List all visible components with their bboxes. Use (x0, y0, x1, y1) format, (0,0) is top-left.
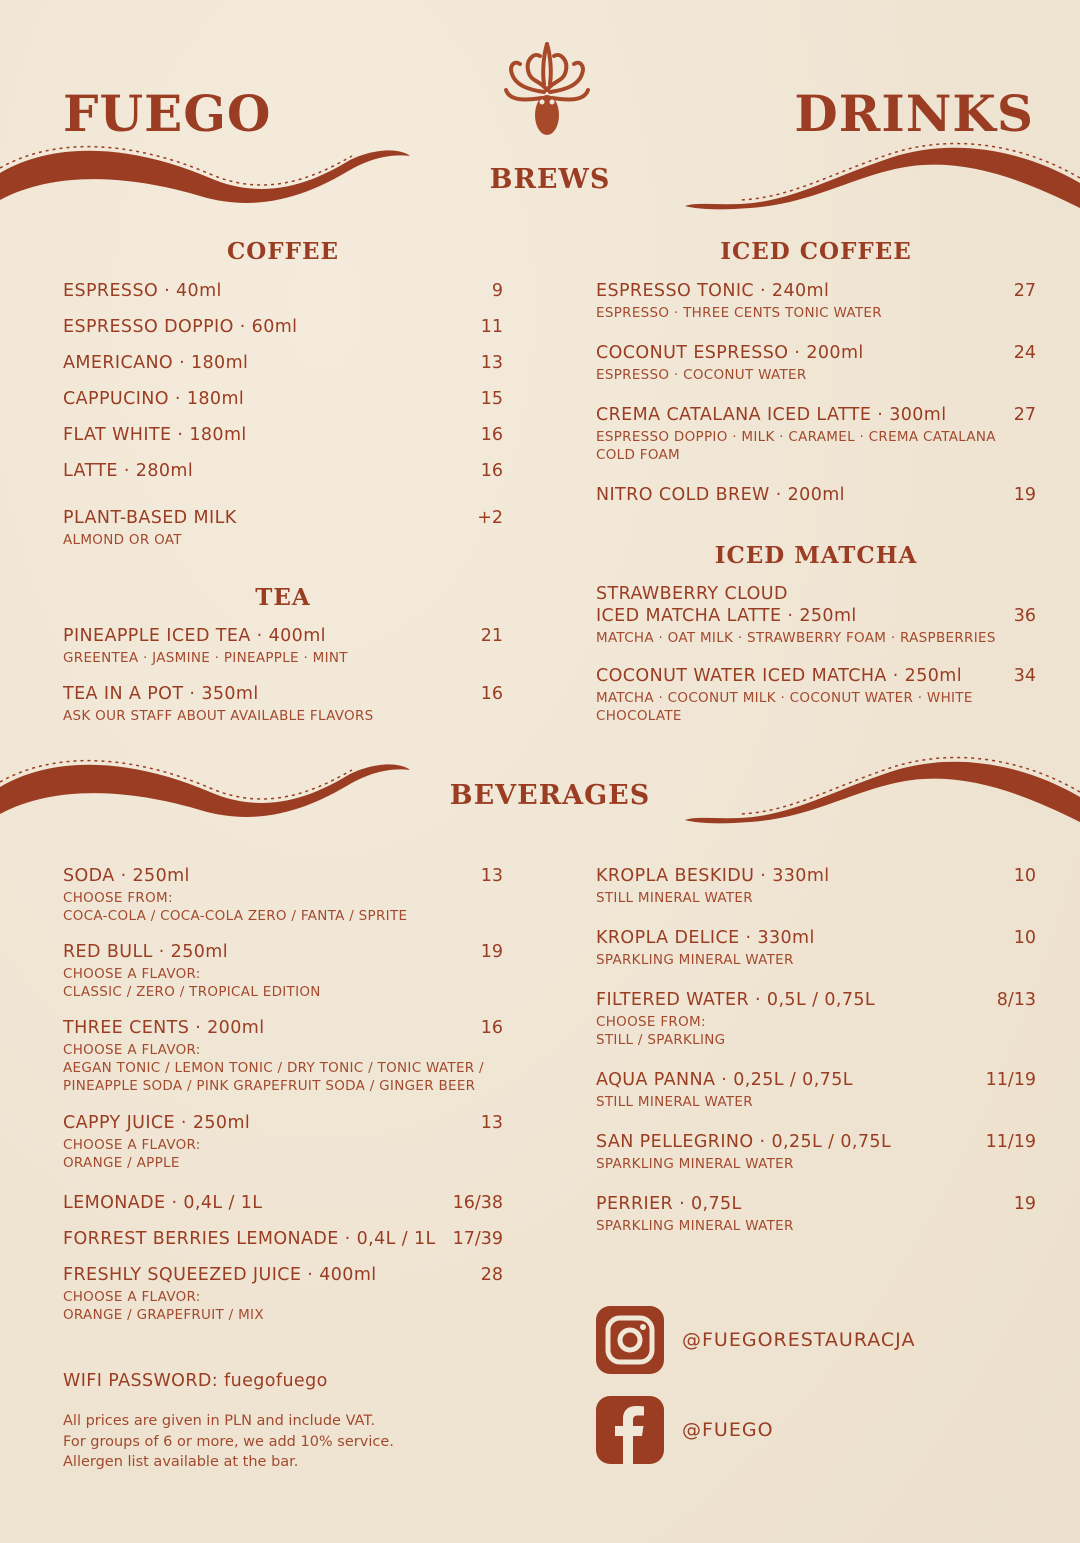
category-title-coffee: COFFEE (226, 238, 340, 265)
item-description: CHOOSE FROM: (63, 890, 173, 906)
item-description: ESPRESSO DOPPIO · MILK · CARAMEL · CREMA CATALANA (596, 429, 996, 445)
item-name: STRAWBERRY CLOUD (596, 584, 788, 604)
coffee-list (63, 280, 503, 549)
item-price: 16 (480, 461, 503, 481)
menu-item (63, 865, 503, 941)
item-name: KROPLA BESKIDU · 330ml (596, 866, 830, 886)
item-description-line2: ORANGE / APPLE (63, 1155, 180, 1171)
item-price: 16 (480, 425, 503, 445)
menu-item (63, 1192, 503, 1228)
menu-item (63, 507, 503, 549)
item-description: STILL MINERAL WATER (596, 1094, 753, 1110)
item-description: CHOOSE FROM: (596, 1014, 706, 1030)
item-name-line2: ICED MATCHA LATTE · 250ml (596, 606, 857, 626)
menu-item (63, 1228, 503, 1264)
menu-item (63, 388, 503, 424)
category-title-tea: TEA (255, 584, 311, 611)
item-description: SPARKLING MINERAL WATER (596, 1156, 794, 1172)
item-name: LEMONADE · 0,4L / 1L (63, 1193, 263, 1213)
item-description: CHOOSE A FLAVOR: (63, 966, 201, 982)
item-price: 27 (1013, 281, 1036, 301)
tentacle-decoration-top-left (0, 138, 420, 218)
item-price: 16 (480, 684, 503, 704)
item-description: CHOOSE A FLAVOR: (63, 1289, 201, 1305)
item-description: ASK OUR STAFF ABOUT AVAILABLE FLAVORS (63, 708, 374, 724)
item-name: LATTE · 280ml (63, 461, 194, 481)
item-description: MATCHA · OAT MILK · STRAWBERRY FOAM · RASPBERRIES (596, 630, 996, 646)
item-description-line3: PINEAPPLE SODA / PINK GRAPEFRUIT SODA / GINGER BEER (63, 1078, 476, 1094)
section-title-beverages: BEVERAGES (449, 780, 651, 811)
facebook-link[interactable] (596, 1396, 774, 1464)
menu-item (596, 484, 1036, 506)
menu-item (596, 1193, 1036, 1235)
item-price: 34 (1013, 666, 1036, 686)
section-title-brews: BREWS (489, 164, 611, 195)
item-price: 11 (480, 317, 503, 337)
menu-item (63, 424, 503, 460)
beverages-right-list (596, 865, 1036, 1235)
item-name: PERRIER · 0,75L (596, 1194, 742, 1214)
wifi-password: WIFI PASSWORD: fuegofuego (63, 1371, 328, 1391)
item-price: 36 (1013, 606, 1036, 626)
item-price: 24 (1013, 343, 1036, 363)
menu-item (596, 342, 1036, 404)
item-description: GREENTEA · JASMINE · PINEAPPLE · MINT (63, 650, 348, 666)
instagram-link[interactable] (596, 1306, 915, 1374)
iced-coffee-list (596, 280, 1036, 506)
menu-item (63, 1017, 503, 1112)
menu-item (596, 927, 1036, 989)
instagram-handle[interactable]: @FUEGORESTAURACJA (682, 1329, 916, 1351)
item-description: CHOOSE A FLAVOR: (63, 1042, 201, 1058)
footer-notes (63, 1411, 394, 1473)
item-name: ESPRESSO TONIC · 240ml (596, 281, 830, 301)
item-price: 9 (491, 281, 503, 301)
item-name: FRESHLY SQUEEZED JUICE · 400ml (63, 1265, 377, 1285)
facebook-icon (596, 1396, 664, 1464)
category-title-iced-matcha: ICED MATCHA (714, 542, 918, 569)
item-name: PINEAPPLE ICED TEA · 400ml (63, 626, 326, 646)
item-name: ESPRESSO · 40ml (63, 281, 222, 301)
tentacle-decoration-mid-right (680, 752, 1080, 832)
item-description: MATCHA · COCONUT MILK · COCONUT WATER · WHITE (596, 690, 973, 706)
note-allergens: Allergen list available at the bar. (63, 1454, 299, 1470)
item-price: 10 (1013, 866, 1036, 886)
octopus-logo-icon (500, 40, 594, 140)
item-description-line2: CLASSIC / ZERO / TROPICAL EDITION (63, 984, 321, 1000)
item-price: 13 (480, 866, 503, 886)
item-price: +2 (477, 508, 503, 528)
item-description: STILL MINERAL WATER (596, 890, 753, 906)
item-description-line2: AEGAN TONIC / LEMON TONIC / DRY TONIC / TONIC WATER / (63, 1060, 484, 1076)
item-name: COCONUT WATER ICED MATCHA · 250ml (596, 666, 962, 686)
menu-item (596, 1131, 1036, 1193)
menu-item (63, 316, 503, 352)
item-description: ESPRESSO · THREE CENTS TONIC WATER (596, 305, 882, 321)
item-name: CREMA CATALANA ICED LATTE · 300ml (596, 405, 947, 425)
menu-item (596, 989, 1036, 1069)
item-price: 17/39 (452, 1229, 503, 1249)
item-price: 15 (480, 389, 503, 409)
menu-item (63, 352, 503, 388)
item-price: 19 (1013, 485, 1036, 505)
item-price: 8/13 (996, 990, 1036, 1010)
menu-item (63, 941, 503, 1017)
menu-item (596, 583, 1036, 665)
page-title-left: FUEGO (63, 84, 272, 143)
item-name: RED BULL · 250ml (63, 942, 228, 962)
item-description: SPARKLING MINERAL WATER (596, 1218, 794, 1234)
item-price: 27 (1013, 405, 1036, 425)
menu-item (63, 460, 503, 507)
item-description-line2: COCA-COLA / COCA-COLA ZERO / FANTA / SPRITE (63, 908, 408, 924)
note-service: For groups of 6 or more, we add 10% service. (63, 1433, 394, 1450)
item-description-line2: STILL / SPARKLING (596, 1032, 726, 1048)
item-name: CAPPUCINO · 180ml (63, 389, 245, 409)
menu-item (596, 280, 1036, 342)
menu-item (63, 683, 503, 725)
item-name: ESPRESSO DOPPIO · 60ml (63, 317, 298, 337)
menu-item (596, 665, 1036, 725)
item-description-line2: CHOCOLATE (596, 708, 682, 724)
menu-item (63, 625, 503, 683)
iced-matcha-list (596, 583, 1036, 725)
item-price: 11/19 (985, 1070, 1036, 1090)
item-name: TEA IN A POT · 350ml (63, 684, 259, 704)
menu-item (63, 1264, 503, 1324)
item-price: 16/38 (452, 1193, 503, 1213)
item-price: 13 (480, 353, 503, 373)
category-title-iced-coffee: ICED COFFEE (720, 238, 912, 265)
item-price: 11/19 (985, 1132, 1036, 1152)
item-price: 19 (1013, 1194, 1036, 1214)
beverages-left-list (63, 865, 503, 1324)
menu-item (596, 1069, 1036, 1131)
instagram-icon (596, 1306, 664, 1374)
item-name: KROPLA DELICE · 330ml (596, 928, 815, 948)
item-price: 19 (480, 942, 503, 962)
item-name: FORREST BERRIES LEMONADE · 0,4L / 1L (63, 1229, 436, 1249)
item-description: CHOOSE A FLAVOR: (63, 1137, 201, 1153)
item-name: AMERICANO · 180ml (63, 353, 249, 373)
item-name: FLAT WHITE · 180ml (63, 425, 247, 445)
item-name: CAPPY JUICE · 250ml (63, 1113, 251, 1133)
item-name: SODA · 250ml (63, 866, 190, 886)
item-name: PLANT-BASED MILK (63, 508, 237, 528)
tea-list (63, 625, 503, 725)
item-name: COCONUT ESPRESSO · 200ml (596, 343, 864, 363)
item-name: SAN PELLEGRINO · 0,25L / 0,75L (596, 1132, 892, 1152)
item-price: 28 (480, 1265, 503, 1285)
item-price: 21 (480, 626, 503, 646)
item-description-line2: ORANGE / GRAPEFRUIT / MIX (63, 1307, 264, 1323)
tentacle-decoration-top-right (680, 138, 1080, 218)
item-price: 16 (480, 1018, 503, 1038)
page-title-right: DRINKS (794, 84, 1034, 143)
note-prices: All prices are given in PLN and include VAT. (63, 1413, 376, 1429)
item-description: ESPRESSO · COCONUT WATER (596, 367, 807, 383)
item-name: AQUA PANNA · 0,25L / 0,75L (596, 1070, 853, 1090)
facebook-handle[interactable]: @FUEGO (682, 1419, 774, 1441)
menu-item (63, 280, 503, 316)
item-description: ALMOND OR OAT (63, 532, 182, 548)
tentacle-decoration-mid-left (0, 752, 420, 832)
item-name: NITRO COLD BREW · 200ml (596, 485, 845, 505)
item-price: 10 (1013, 928, 1036, 948)
menu-item (63, 1112, 503, 1192)
item-price: 13 (480, 1113, 503, 1133)
item-name: FILTERED WATER · 0,5L / 0,75L (596, 990, 876, 1010)
menu-item (596, 404, 1036, 484)
item-description-line2: COLD FOAM (596, 447, 680, 463)
item-name: THREE CENTS · 200ml (63, 1018, 265, 1038)
item-description: SPARKLING MINERAL WATER (596, 952, 794, 968)
menu-item (596, 865, 1036, 927)
